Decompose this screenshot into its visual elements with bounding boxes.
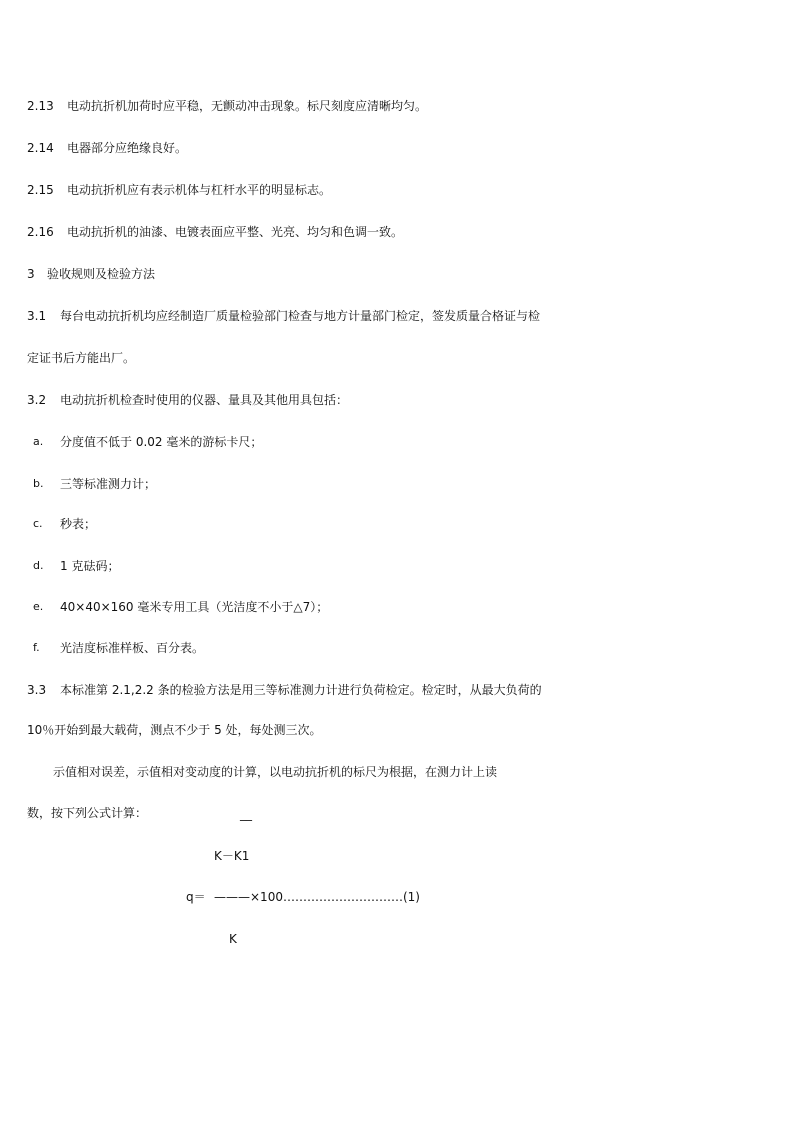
clause-2-15 — [27, 182, 331, 198]
clause-3-2 — [27, 392, 348, 408]
clause-text: 每台电动抗折机均应经制造厂质量检验部门检查与地方计量部门检定，签发质量合格证与检 — [60, 309, 541, 323]
clause-3-3 — [27, 682, 542, 698]
clause-number: 2.13 — [27, 99, 54, 113]
list-marker: a. — [33, 435, 44, 448]
formula-lhs: q＝ — [186, 890, 206, 904]
list-marker: e. — [33, 600, 44, 613]
clause-number: 2.14 — [27, 141, 54, 155]
formula-overbar: __ — [240, 807, 252, 821]
clause-text: 定证书后方能出厂。 — [27, 351, 136, 365]
paragraph-line-1 — [53, 764, 497, 780]
clause-3-1 — [27, 308, 540, 324]
list-item-text: 光洁度标准样板、百分表。 — [60, 641, 205, 655]
list-item-text: 1 克砝码； — [60, 559, 120, 573]
list-item-text: 三等标准测力计； — [60, 477, 157, 491]
clause-number: 2.15 — [27, 183, 54, 197]
clause-text: 电动抗折机的油漆、电镀表面应平整、光亮、均匀和色调一致。 — [67, 225, 404, 239]
clause-text: 电动抗折机应有表示机体与杠杆水平的明显标志。 — [67, 183, 332, 197]
clause-3-1-continued — [27, 350, 135, 366]
clause-text: 10％开始到最大载荷，测点不少于 5 处，每处测三次。 — [27, 723, 322, 737]
clause-text: 电器部分应绝缘良好。 — [67, 141, 188, 155]
clause-2-16 — [27, 224, 403, 240]
clause-number: 3.2 — [27, 393, 47, 407]
list-marker: d. — [33, 559, 44, 572]
formula-numerator: K－K1 — [214, 849, 250, 863]
formula-rhs: ———×100…………………………(1) — [214, 890, 420, 904]
clause-number: 3.1 — [27, 309, 47, 323]
list-marker: f. — [33, 641, 40, 654]
clause-number: 3.3 — [27, 683, 47, 697]
clause-number: 2.16 — [27, 225, 54, 239]
paragraph-line-2 — [27, 805, 147, 821]
section-title: 验收规则及检验方法 — [47, 267, 156, 281]
clause-text: 本标准第 2.1,2.2 条的检验方法是用三等标准测力计进行负荷检定。检定时，从最大负荷的 — [60, 683, 542, 697]
formula-denominator: K — [229, 932, 237, 946]
list-marker: b. — [33, 477, 44, 490]
clause-text: 电动抗折机加荷时应平稳，无颤动冲击现象。标尺刻度应清晰均匀。 — [67, 99, 428, 113]
clause-2-14 — [27, 140, 187, 156]
list-item-text: 分度值不低于 0.02 毫米的游标卡尺； — [60, 435, 263, 449]
list-item-text: 40×40×160 毫米专用工具（光洁度不小于△7）； — [60, 600, 329, 614]
paragraph-text: 示值相对误差，示值相对变动度的计算，以电动抗折机的标尺为根据，在测力计上读 — [53, 765, 498, 779]
clause-text: 电动抗折机检查时使用的仪器、量具及其他用具包括： — [60, 393, 349, 407]
clause-2-13 — [27, 98, 427, 114]
section-number: 3 — [27, 267, 35, 281]
section-3-heading — [27, 266, 155, 282]
list-marker: c. — [33, 517, 43, 530]
paragraph-text: 数，按下列公式计算： — [27, 806, 148, 820]
list-item-text: 秒表； — [60, 517, 97, 531]
clause-3-3-continued — [27, 722, 322, 738]
